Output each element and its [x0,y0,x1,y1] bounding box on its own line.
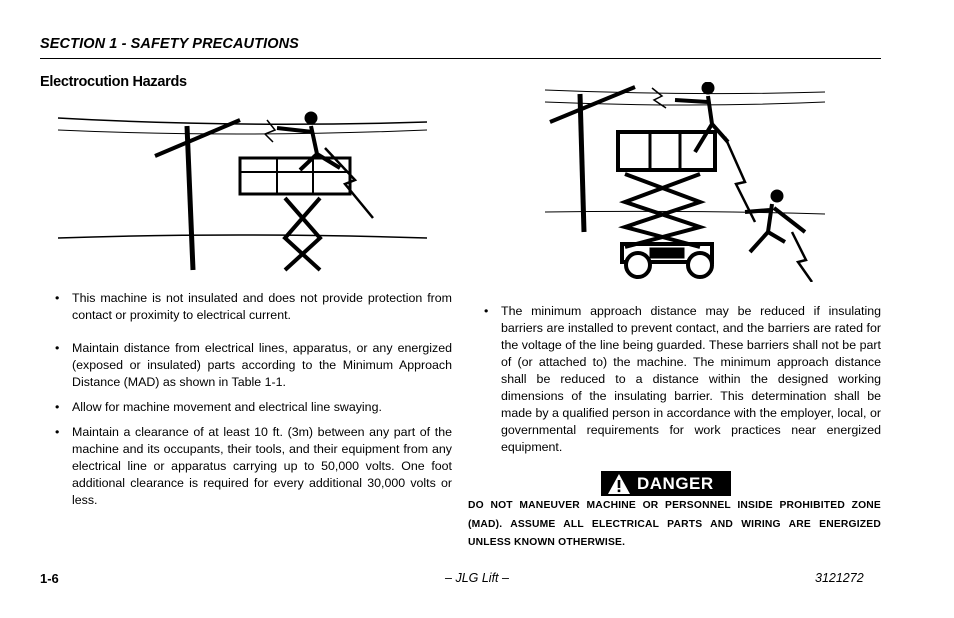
subsection-title: Electrocution Hazards [40,74,187,90]
left-bullet-2: • Maintain distance from electrical lines, apparatus, or any energized (exposed or insulated) parts according to the Minimum Approach Distance (MAD) as shown in Table 1-1. [40,340,452,391]
warning-triangle-icon [607,473,631,495]
left-bullet-1: • This machine is not insulated and does not provide protection from contact or proximity to electrical current. [40,290,452,324]
page-number: 1-6 [40,571,59,586]
electrocution-illustration-left [55,108,430,273]
section-title: SECTION 1 - SAFETY PRECAUTIONS [40,36,299,52]
footer-center: – JLG Lift – [445,571,509,585]
danger-label: DANGER [637,473,714,493]
left-bullet-3: • Allow for machine movement and electrical line swaying. [40,399,452,416]
header-rule [40,58,881,59]
document-number: 3121272 [815,571,864,585]
left-bullet-4: • Maintain a clearance of at least 10 ft. (3m) between any part of the machine and its occupants, their tools, and their equipment from any electrical line or apparatus carrying up to 50,000 volts. One foot additional clearance is required for every additional 30,000 volts or less. [40,424,452,509]
right-bullet-list [469,303,881,456]
danger-badge [601,471,731,496]
left-bullet-list [40,290,452,509]
electrocution-illustration-right [540,82,830,282]
right-bullet-1: • The minimum approach distance may be reduced if insulating barriers are installed to prevent contact, and the barriers are rated for the voltage of the line being guarded. These barriers shall not be part of (or attached to) the machine. The minimum approach distance shall be reduced to a distance within the designed working dimensions of the insulating barrier. This determination shall be made by a qualified person in accordance with the employer, local, or governmental requirements for work practices near energized equipment. [469,303,881,456]
danger-text: DO NOT MANEUVER MACHINE OR PERSONNEL INSIDE PROHIBITED ZONE (MAD). ASSUME ALL ELECTRICAL PARTS AND WIRING ARE ENERGIZED UNLESS KNOWN OTHERWISE. [468,500,881,548]
